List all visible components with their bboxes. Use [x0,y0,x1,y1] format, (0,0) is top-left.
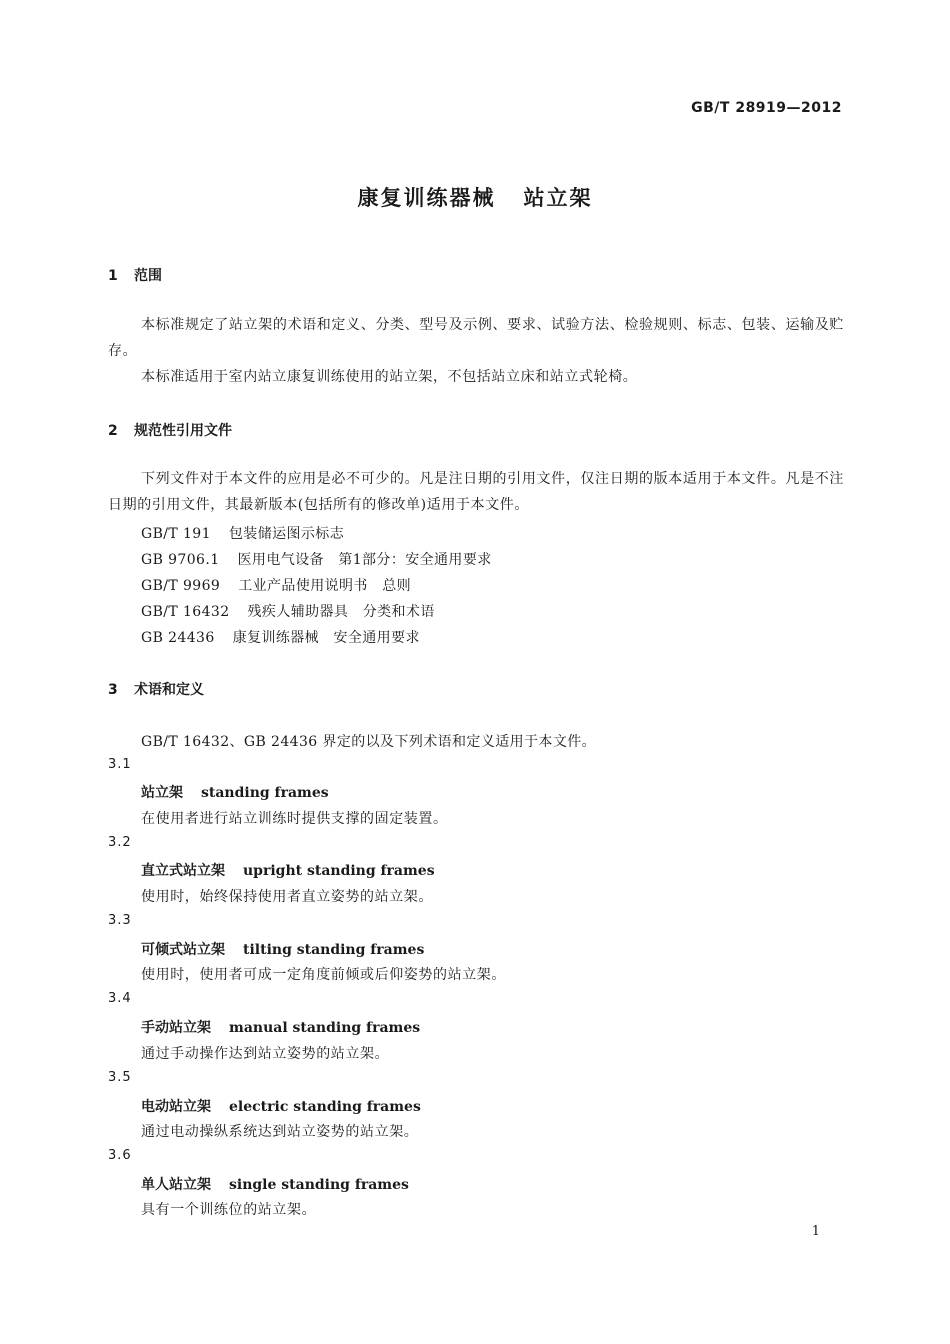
section-1-paragraph-2: 本标准适用于室内站立康复训练使用的站立架，不包括站立床和站立式轮椅。 [141,369,638,385]
term-definition: 具有一个训练位的站立架。 [141,1202,317,1218]
term-zh: 可倾式站立架 [141,942,225,958]
page-number: 1 [811,1224,820,1239]
term-en: tilting standing frames [243,942,425,958]
term-en: manual standing frames [229,1020,421,1036]
reference-title: 包装储运图示标志 [228,526,345,542]
reference-code: GB 24436 [141,630,215,646]
document-title [0,182,950,212]
term-zh: 直立式站立架 [141,863,225,879]
term-definition: 在使用者进行站立训练时提供支撑的固定装置。 [141,811,448,827]
reference-code: GB 9706.1 [141,552,220,568]
reference-code: GB/T 16432 [141,604,230,620]
standard-number: GB/T 28919—2012 [691,100,842,116]
section-2-intro: 下列文件对于本文件的应用是必不可少的。凡是注日期的引用文件，仅注日期的版本适用于本文件。凡是不注日期的引用文件，其最新版本(包括所有的修改单)适用于本文件。 [108,471,844,513]
section-1-paragraph-1: 本标准规定了站立架的术语和定义、分类、型号及示例、要求、试验方法、检验规则、标志、包装、运输及贮存。 [108,317,844,359]
term-zh: 手动站立架 [141,1020,211,1036]
term-definition: 使用时，始终保持使用者直立姿势的站立架。 [141,889,433,905]
term-number: 3.6 [108,1148,132,1163]
section-number: 2 [108,423,118,439]
reference-item [141,601,435,621]
title-part2: 站立架 [523,186,593,210]
term-en: standing frames [201,785,329,801]
reference-item [141,523,344,543]
term-number: 3.5 [108,1070,132,1085]
section-title: 术语和定义 [134,682,204,698]
reference-code: GB/T 191 [141,526,211,542]
term-name [141,782,329,802]
term-definition: 使用时，使用者可成一定角度前倾或后仰姿势的站立架。 [141,967,506,983]
term-name [141,1017,420,1037]
term-zh: 站立架 [141,785,183,801]
term-name [141,1096,421,1116]
term-number: 3.4 [108,991,132,1006]
term-zh: 电动站立架 [141,1099,211,1115]
reference-item [141,627,420,647]
term-en: electric standing frames [229,1099,421,1115]
reference-title: 工业产品使用说明书 总则 [238,578,412,594]
term-number: 3.2 [108,835,132,850]
reference-title: 康复训练器械 安全通用要求 [232,630,420,646]
reference-code: GB/T 9969 [141,578,221,594]
term-zh: 单人站立架 [141,1177,211,1193]
term-definition: 通过电动操纵系统达到站立姿势的站立架。 [141,1124,419,1140]
term-number: 3.1 [108,757,132,772]
term-en: upright standing frames [243,863,435,879]
term-name [141,860,435,880]
section-3-intro: GB/T 16432、GB 24436 界定的以及下列术语和定义适用于本文件。 [141,734,597,750]
section-title: 范围 [134,268,162,284]
title-part1: 康复训练器械 [357,186,496,210]
section-3-heading [108,679,204,699]
reference-item [141,575,411,595]
term-number: 3.3 [108,913,132,928]
term-en: single standing frames [229,1177,409,1193]
section-1-heading [108,265,162,285]
term-name [141,939,424,959]
section-number: 1 [108,268,118,284]
section-title: 规范性引用文件 [134,423,232,439]
term-definition: 通过手动操作达到站立姿势的站立架。 [141,1046,390,1062]
reference-title: 残疾人辅助器具 分类和术语 [247,604,435,620]
term-name [141,1174,409,1194]
section-2-heading [108,420,232,440]
reference-title: 医用电气设备 第1部分：安全通用要求 [237,552,492,568]
section-number: 3 [108,682,118,698]
reference-item [141,549,492,569]
